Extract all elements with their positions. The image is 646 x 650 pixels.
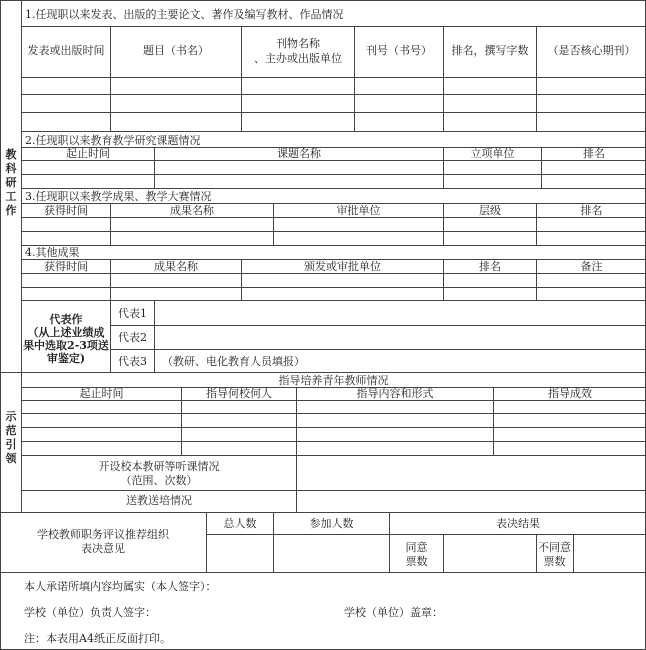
representative-item-3: 代表3 (118, 355, 147, 368)
disagree-label-2: 票数 (543, 555, 566, 568)
representative-item-1: 代表1 (118, 307, 147, 320)
s2-header-rank: 排名 (583, 147, 605, 160)
s3-header-level: 层级 (479, 204, 501, 217)
s1-header-rank: 排名，撰写字数 (451, 44, 529, 57)
s1-header-journal: 刊物名称 (276, 37, 320, 50)
mentor-header-mentee: 指导何校何人 (206, 387, 272, 400)
s2-header-unit: 立项单位 (470, 147, 515, 160)
s3-header-achievement: 成果名称 (170, 204, 214, 217)
representative-note: （教研、电化教育人员填报） (162, 355, 305, 368)
s2-header-topic: 课题名称 (277, 147, 321, 160)
mentoring-title: 指导培养青年教师情况 (278, 374, 389, 387)
print-note: 注：本表用A4纸正反面打印。 (24, 632, 171, 645)
mentor-header-content: 指导内容和形式 (356, 387, 434, 400)
s1-header-title: 题目（书名） (143, 44, 209, 57)
s1-header-issn: 刊号（书号） (366, 44, 432, 57)
disagree-label-1: 不同意 (538, 541, 571, 554)
attending-count-label: 参加人数 (309, 517, 354, 530)
representative-label-2: （从上述业绩成 (27, 326, 105, 339)
demo-side-label: 示范引领 (5, 410, 17, 465)
opinion-label-2: 表决意见 (81, 542, 125, 555)
s3-header-date: 获得时间 (44, 204, 88, 217)
s4-header-remarks: 备注 (580, 260, 603, 273)
open-class-line-2: （范围、次数） (120, 474, 198, 487)
leader-signature-label: 学校（单位）负责人签字： (24, 606, 156, 619)
s4-header-date: 获得时间 (44, 260, 88, 273)
s4-header-issuer: 颁发或审批单位 (304, 260, 381, 273)
representative-item-2: 代表2 (118, 331, 147, 344)
representative-label-4: 审鉴定) (46, 352, 86, 365)
vote-result-label: 表决结果 (496, 517, 540, 530)
representative-label-1: 代表作 (49, 313, 83, 326)
s4-header-achievement: 成果名称 (154, 260, 198, 273)
school-stamp-label: 学校（单位）盖章： (344, 606, 443, 619)
section2-title: 2.任现职以来教育教学研究课题情况 (25, 134, 201, 147)
s2-header-period: 起止时间 (66, 147, 110, 160)
mentor-header-result: 指导成效 (548, 387, 592, 400)
section1-title: 1.任现职以来发表、出版的主要论文、著作及编写教材、作品情况 (25, 8, 344, 21)
s1-header-publisher: 、主办或出版单位 (254, 52, 342, 65)
s1-header-date: 发表或出版时间 (27, 44, 105, 57)
s4-header-rank: 排名 (479, 260, 501, 273)
representative-label-3: 果中选取2-3项送 (23, 339, 109, 352)
agree-label-2: 票数 (405, 555, 428, 568)
s1-header-core: （是否核心期刊） (547, 44, 636, 57)
teaching-delivery-label: 送教送培情况 (126, 494, 192, 507)
open-class-line-1: 开设校本教研等听课情况 (98, 460, 220, 473)
section4-title: 4.其他成果 (25, 246, 80, 259)
s3-header-approver: 审批单位 (336, 204, 381, 217)
promise-statement: 本人承诺所填内容均属实（本人签字）： (24, 580, 217, 593)
opinion-label-1: 学校教师职务评议推荐组织 (37, 528, 169, 541)
agree-label-1: 同意 (405, 541, 428, 554)
section3-title: 3.任现职以来教学成果、教学大赛情况 (25, 190, 212, 203)
total-count-label: 总人数 (223, 517, 257, 530)
s3-header-rank: 排名 (580, 204, 603, 217)
research-side-label: 教科研工作 (5, 148, 17, 217)
mentor-header-period: 起止时间 (79, 387, 124, 400)
